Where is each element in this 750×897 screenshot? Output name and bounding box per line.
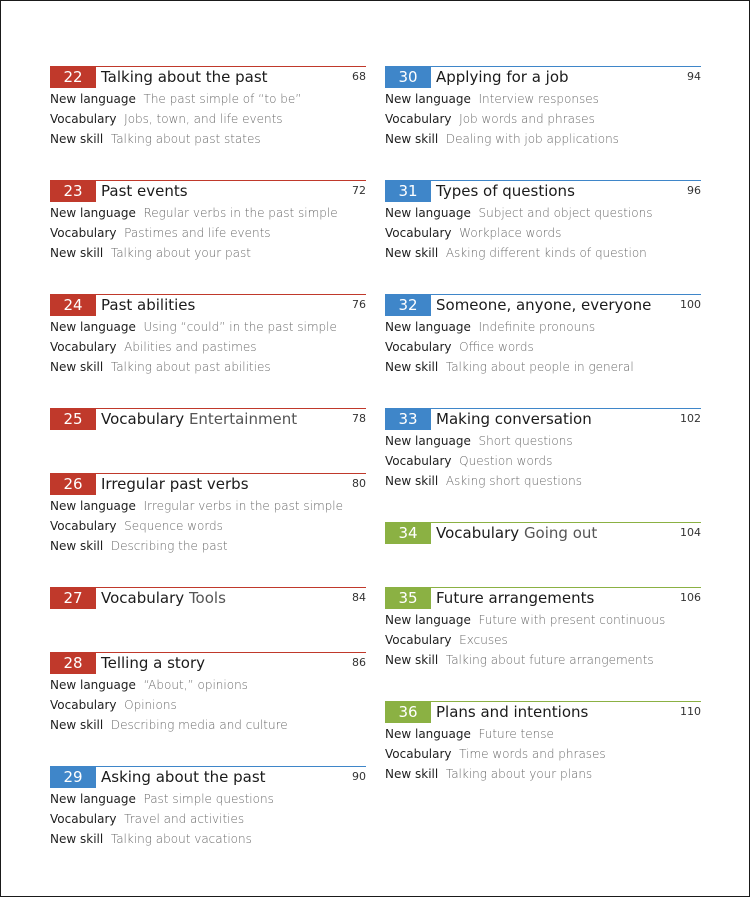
detail-line (50, 109, 366, 129)
detail-label: New language (385, 727, 471, 741)
detail-label: New skill (50, 718, 104, 732)
detail-label: Vocabulary (50, 340, 117, 354)
detail-label: New language (50, 320, 136, 334)
detail-line (385, 471, 701, 491)
page-number: 96 (687, 184, 701, 197)
unit-title (101, 587, 226, 609)
detail-value: Job words and phrases (459, 112, 595, 126)
entry-header (50, 473, 366, 495)
unit-title-text: Someone, anyone, everyone (436, 296, 652, 314)
unit-subtitle: Going out (523, 524, 598, 542)
header-rule (50, 652, 366, 653)
detail-value: The past simple of “to be” (143, 92, 302, 106)
detail-value: Abilities and pastimes (124, 340, 257, 354)
unit-number-badge: 25 (50, 408, 96, 430)
unit-title-text: Vocabulary (101, 589, 185, 607)
detail-label: New language (50, 499, 136, 513)
detail-value: Question words (459, 454, 553, 468)
unit-number-badge: 23 (50, 180, 96, 202)
toc-entry[interactable] (50, 408, 366, 430)
detail-label: New skill (50, 539, 104, 553)
unit-number-badge: 33 (385, 408, 431, 430)
toc-entry[interactable] (385, 587, 701, 670)
detail-value: Future with present continuous (478, 613, 666, 627)
toc-entry[interactable] (385, 701, 701, 784)
unit-title (101, 473, 249, 495)
detail-label: New skill (385, 360, 439, 374)
entry-details (50, 317, 366, 377)
page-number: 80 (352, 477, 366, 490)
toc-entry[interactable] (385, 66, 701, 149)
entry-header (385, 408, 701, 430)
detail-label: Vocabulary (50, 112, 117, 126)
detail-value: Talking about past states (110, 132, 261, 146)
detail-line (50, 223, 366, 243)
unit-number-badge: 28 (50, 652, 96, 674)
detail-label: New language (50, 678, 136, 692)
detail-value: Describing the past (110, 539, 228, 553)
detail-line (50, 496, 366, 516)
entry-header (50, 180, 366, 202)
unit-title-text: Asking about the past (101, 768, 266, 786)
detail-line (385, 610, 701, 630)
unit-subtitle: Entertainment (188, 410, 298, 428)
detail-label: Vocabulary (385, 454, 452, 468)
detail-line (385, 431, 701, 451)
entry-details (50, 789, 366, 849)
detail-line (50, 809, 366, 829)
entry-header (385, 701, 701, 723)
detail-label: New language (385, 92, 471, 106)
detail-line (50, 715, 366, 735)
unit-title (436, 294, 651, 316)
unit-title-text: Telling a story (101, 654, 206, 672)
unit-number-badge: 36 (385, 701, 431, 723)
detail-value: Time words and phrases (459, 747, 606, 761)
unit-number-badge: 26 (50, 473, 96, 495)
detail-line (385, 744, 701, 764)
detail-value: Talking about your past (110, 246, 251, 260)
detail-label: Vocabulary (385, 226, 452, 240)
unit-title (101, 294, 195, 316)
detail-line (385, 451, 701, 471)
unit-number-badge: 31 (385, 180, 431, 202)
unit-title-text: Types of questions (436, 182, 575, 200)
page-number: 78 (352, 412, 366, 425)
unit-title (101, 766, 266, 788)
unit-title (436, 408, 592, 430)
detail-label: Vocabulary (385, 747, 452, 761)
detail-label: New language (385, 434, 471, 448)
detail-label: Vocabulary (50, 226, 117, 240)
unit-title (101, 66, 268, 88)
toc-entry[interactable] (385, 522, 701, 544)
entry-header (385, 294, 701, 316)
toc-entry[interactable] (50, 66, 366, 149)
header-rule (50, 294, 366, 295)
toc-entry[interactable] (50, 587, 366, 609)
entry-details (385, 317, 701, 377)
toc-entry[interactable] (385, 294, 701, 377)
detail-label: New language (50, 92, 136, 106)
entry-header (385, 522, 701, 544)
detail-label: New language (385, 320, 471, 334)
detail-line (50, 203, 366, 223)
detail-label: New language (50, 206, 136, 220)
unit-number-badge: 29 (50, 766, 96, 788)
unit-number-badge: 30 (385, 66, 431, 88)
entry-details (385, 203, 701, 263)
detail-label: Vocabulary (50, 698, 117, 712)
page-number: 106 (680, 591, 701, 604)
detail-value: Travel and activities (124, 812, 245, 826)
detail-value: Talking about past abilities (110, 360, 271, 374)
detail-line (50, 675, 366, 695)
unit-number-badge: 22 (50, 66, 96, 88)
toc-entry[interactable] (50, 652, 366, 735)
entry-details (385, 431, 701, 491)
page-number: 104 (680, 526, 701, 539)
unit-title (436, 66, 569, 88)
detail-line (385, 223, 701, 243)
header-rule (50, 180, 366, 181)
unit-number-badge: 32 (385, 294, 431, 316)
detail-label: New language (385, 206, 471, 220)
detail-value: Excuses (459, 633, 508, 647)
detail-label: New skill (385, 474, 439, 488)
detail-line (50, 317, 366, 337)
toc-entry[interactable] (385, 180, 701, 263)
unit-title-text: Past abilities (101, 296, 196, 314)
detail-label: Vocabulary (50, 812, 117, 826)
unit-title-text: Vocabulary (101, 410, 185, 428)
detail-line (50, 129, 366, 149)
unit-title-text: Making conversation (436, 410, 592, 428)
page-number: 76 (352, 298, 366, 311)
detail-label: New language (50, 792, 136, 806)
detail-label: New language (385, 613, 471, 627)
unit-title-text: Future arrangements (436, 589, 595, 607)
entry-details (385, 89, 701, 149)
detail-line (50, 829, 366, 849)
page-number: 100 (680, 298, 701, 311)
toc-entry[interactable] (50, 473, 366, 556)
detail-value: Jobs, town, and life events (124, 112, 283, 126)
unit-title-text: Irregular past verbs (101, 475, 249, 493)
detail-label: New skill (50, 360, 104, 374)
detail-label: New skill (50, 132, 104, 146)
detail-label: New skill (385, 653, 439, 667)
detail-value: Pastimes and life events (124, 226, 271, 240)
unit-title (101, 180, 188, 202)
unit-title-text: Plans and intentions (436, 703, 589, 721)
detail-value: Talking about your plans (445, 767, 593, 781)
detail-value: Past simple questions (143, 792, 274, 806)
unit-title (101, 408, 297, 430)
unit-title-text: Past events (101, 182, 188, 200)
unit-title (436, 180, 575, 202)
detail-line (385, 337, 701, 357)
detail-value: Asking different kinds of question (445, 246, 647, 260)
detail-value: Irregular verbs in the past simple (143, 499, 343, 513)
toc-entry[interactable] (50, 766, 366, 849)
detail-value: Regular verbs in the past simple (143, 206, 338, 220)
detail-line (50, 337, 366, 357)
detail-value: Future tense (478, 727, 554, 741)
page-number: 84 (352, 591, 366, 604)
detail-line (50, 89, 366, 109)
detail-label: Vocabulary (50, 519, 117, 533)
detail-line (385, 317, 701, 337)
entry-details (50, 89, 366, 149)
detail-value: Interview responses (478, 92, 599, 106)
detail-label: New skill (385, 767, 439, 781)
detail-value: Talking about future arrangements (445, 653, 654, 667)
entry-header (50, 587, 366, 609)
page-number: 86 (352, 656, 366, 669)
unit-title-text: Talking about the past (101, 68, 268, 86)
toc-entry[interactable] (385, 408, 701, 491)
detail-line (385, 243, 701, 263)
unit-title (436, 701, 588, 723)
detail-value: Using “could” in the past simple (143, 320, 337, 334)
page-number: 72 (352, 184, 366, 197)
unit-title (436, 587, 594, 609)
entry-details (385, 610, 701, 670)
detail-line (385, 764, 701, 784)
detail-value: Opinions (124, 698, 177, 712)
detail-label: New skill (385, 132, 439, 146)
detail-line (385, 724, 701, 744)
detail-value: Workplace words (459, 226, 562, 240)
detail-line (385, 89, 701, 109)
detail-line (385, 203, 701, 223)
detail-value: Short questions (478, 434, 573, 448)
page-number: 90 (352, 770, 366, 783)
detail-line (50, 357, 366, 377)
detail-line (50, 243, 366, 263)
detail-value: Sequence words (124, 519, 223, 533)
detail-label: New skill (50, 246, 104, 260)
entry-details (50, 203, 366, 263)
entry-header (50, 652, 366, 674)
detail-value: “About,” opinions (143, 678, 248, 692)
detail-line (50, 789, 366, 809)
entry-details (50, 675, 366, 735)
detail-value: Subject and object questions (478, 206, 653, 220)
unit-title-text: Vocabulary (436, 524, 520, 542)
unit-title-text: Applying for a job (436, 68, 569, 86)
detail-line (385, 357, 701, 377)
detail-line (50, 536, 366, 556)
detail-line (385, 630, 701, 650)
detail-value: Talking about vacations (110, 832, 252, 846)
entry-header (50, 408, 366, 430)
entry-header (385, 180, 701, 202)
entry-header (50, 66, 366, 88)
entry-details (50, 496, 366, 556)
detail-label: Vocabulary (385, 633, 452, 647)
detail-line (385, 109, 701, 129)
detail-label: New skill (385, 246, 439, 260)
detail-label: Vocabulary (385, 340, 452, 354)
detail-label: New skill (50, 832, 104, 846)
page-number: 110 (680, 705, 701, 718)
unit-number-badge: 34 (385, 522, 431, 544)
detail-value: Talking about people in general (445, 360, 634, 374)
page-number: 68 (352, 70, 366, 83)
unit-title (436, 522, 597, 544)
page-number: 102 (680, 412, 701, 425)
unit-subtitle: Tools (188, 589, 226, 607)
entry-details (385, 724, 701, 784)
entry-header (385, 587, 701, 609)
entry-header (50, 294, 366, 316)
entry-header (385, 66, 701, 88)
toc-entry[interactable] (50, 294, 366, 377)
unit-number-badge: 24 (50, 294, 96, 316)
unit-number-badge: 35 (385, 587, 431, 609)
detail-line (385, 650, 701, 670)
unit-title (101, 652, 205, 674)
detail-line (50, 516, 366, 536)
detail-line (50, 695, 366, 715)
entry-header (50, 766, 366, 788)
toc-entry[interactable] (50, 180, 366, 263)
detail-value: Indefinite pronouns (478, 320, 596, 334)
detail-value: Dealing with job applications (445, 132, 619, 146)
unit-number-badge: 27 (50, 587, 96, 609)
page-number: 94 (687, 70, 701, 83)
detail-label: Vocabulary (385, 112, 452, 126)
detail-value: Office words (459, 340, 534, 354)
detail-line (385, 129, 701, 149)
detail-value: Asking short questions (445, 474, 582, 488)
detail-value: Describing media and culture (110, 718, 288, 732)
